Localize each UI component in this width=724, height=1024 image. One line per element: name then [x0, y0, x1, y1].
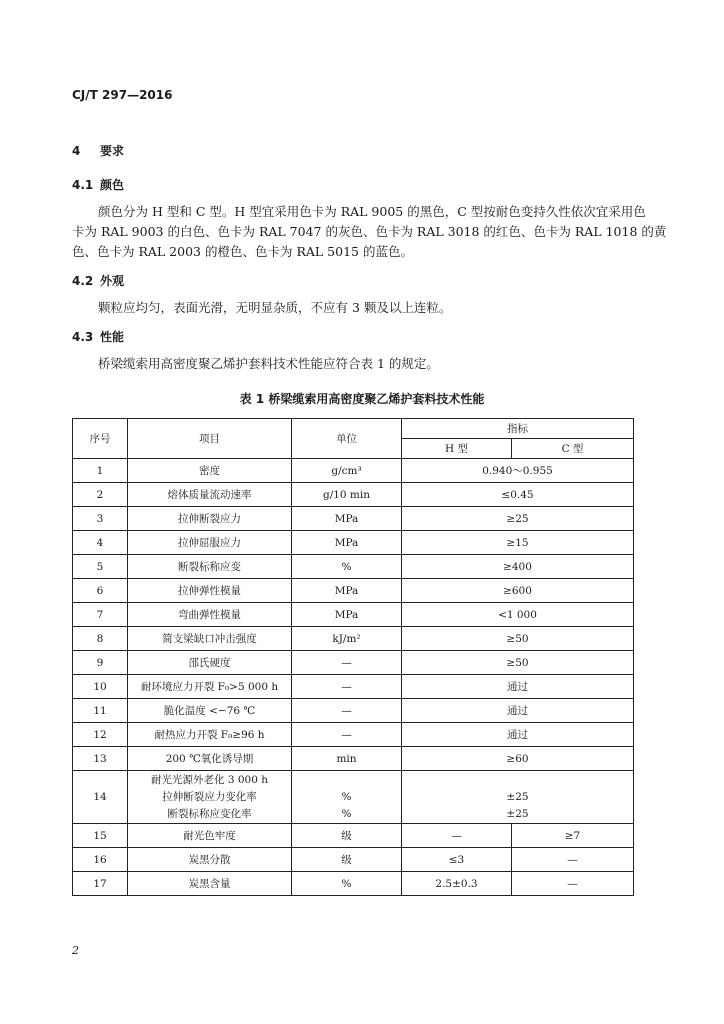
- row-no: 15: [73, 824, 128, 848]
- header-c-type: C 型: [512, 439, 634, 459]
- row-item: 200 ℃氧化诱导期: [128, 747, 292, 771]
- row-unit: —: [292, 699, 402, 723]
- row-no: 5: [73, 555, 128, 579]
- row-unit: [292, 771, 402, 824]
- row-no: 8: [73, 627, 128, 651]
- row-item: 炭黑分散: [128, 848, 292, 872]
- section-number: 4.1: [72, 178, 94, 192]
- table-row: [73, 507, 634, 531]
- section-number: 4.2: [72, 274, 94, 288]
- row-value: <1 000: [402, 603, 634, 627]
- row-no: 17: [73, 872, 128, 896]
- table-row: [73, 675, 634, 699]
- table-row: [73, 699, 634, 723]
- table-header-row: [73, 419, 634, 439]
- header-h-type: H 型: [402, 439, 512, 459]
- row-unit: %: [292, 872, 402, 896]
- table-row: [73, 555, 634, 579]
- row-item: 拉伸断裂应力: [128, 507, 292, 531]
- row-unit-line: %: [341, 807, 352, 820]
- section-4-3-heading: [72, 328, 124, 345]
- row-unit: —: [292, 675, 402, 699]
- table-row: [73, 771, 634, 824]
- performance-table: [72, 418, 634, 896]
- row-item: 简支梁缺口冲击强度: [128, 627, 292, 651]
- color-paragraph-line-2: 卡为 RAL 9003 的白色、色卡为 RAL 7047 的灰色、色卡为 RAL 3018 的红色、色卡为 RAL 1018 的黄: [72, 224, 667, 239]
- appearance-paragraph: 颗粒应均匀，表面光滑，无明显杂质，不应有 3 颗及以上连粒。: [98, 300, 452, 315]
- row-item: 耐环境应力开裂 F₀>5 000 h: [128, 675, 292, 699]
- section-4-2-heading: [72, 272, 124, 289]
- row-value: 通过: [402, 723, 634, 747]
- row-value-line: ±25: [506, 807, 529, 820]
- section-title: 性能: [100, 330, 125, 344]
- row-value: 0.940～0.955: [402, 459, 634, 483]
- row-no: 12: [73, 723, 128, 747]
- table-row: [73, 651, 634, 675]
- header-indicator: 指标: [402, 419, 634, 439]
- page-number: 2: [72, 944, 79, 957]
- row-c-value: ≥7: [512, 824, 634, 848]
- row-no: 4: [73, 531, 128, 555]
- color-paragraph-line-1: 颜色分为 H 型和 C 型。H 型宜采用色卡为 RAL 9005 的黑色，C 型按耐色变持久性依次宜采用色: [98, 204, 646, 219]
- row-h-value: —: [402, 824, 512, 848]
- table-caption: 表 1 桥梁缆索用高密度聚乙烯护套料技术性能: [239, 392, 485, 406]
- table-row: [73, 603, 634, 627]
- row-item: 耐热应力开裂 F₀≥96 h: [128, 723, 292, 747]
- table-row: [73, 848, 634, 872]
- table-row: [73, 459, 634, 483]
- table-row: [73, 747, 634, 771]
- section-number: 4.3: [72, 330, 94, 344]
- row-item: 密度: [128, 459, 292, 483]
- row-unit: %: [292, 555, 402, 579]
- row-value: ≥50: [402, 627, 634, 651]
- row-no: 6: [73, 579, 128, 603]
- row-value: ≥15: [402, 531, 634, 555]
- row-value: 通过: [402, 675, 634, 699]
- table-row: [73, 723, 634, 747]
- row-unit: kJ/m²: [292, 627, 402, 651]
- row-unit: min: [292, 747, 402, 771]
- row-value: ≥60: [402, 747, 634, 771]
- row-no: 14: [73, 771, 128, 824]
- row-item: 弯曲弹性模量: [128, 603, 292, 627]
- row-no: 1: [73, 459, 128, 483]
- table-row: [73, 627, 634, 651]
- row-no: 11: [73, 699, 128, 723]
- row-unit: —: [292, 651, 402, 675]
- row-item: [128, 771, 292, 824]
- row-item: 耐光色牢度: [128, 824, 292, 848]
- row-item: 熔体质量流动速率: [128, 483, 292, 507]
- section-title: 要求: [100, 144, 125, 158]
- row-unit: MPa: [292, 579, 402, 603]
- row-unit: 级: [292, 824, 402, 848]
- performance-paragraph: 桥梁缆索用高密度聚乙烯护套料技术性能应符合表 1 的规定。: [98, 356, 439, 371]
- row-item: 拉伸屈服应力: [128, 531, 292, 555]
- row-no: 2: [73, 483, 128, 507]
- section-title: 颜色: [100, 178, 125, 192]
- section-4-1-heading: [72, 176, 124, 193]
- row-unit-line: [292, 772, 401, 789]
- header-no: 序号: [73, 419, 128, 459]
- row-value: [402, 771, 634, 824]
- table-row: [73, 483, 634, 507]
- table-row: [73, 824, 634, 848]
- row-item: 断裂标称应变: [128, 555, 292, 579]
- row-value-line: [402, 772, 633, 789]
- row-item: 脆化温度 <−76 ℃: [128, 699, 292, 723]
- color-paragraph-line-3: 色、色卡为 RAL 2003 的橙色、色卡为 RAL 5015 的蓝色。: [72, 244, 413, 259]
- row-value: ≥400: [402, 555, 634, 579]
- row-unit: g/cm³: [292, 459, 402, 483]
- row-value: ≥25: [402, 507, 634, 531]
- row-no: 10: [73, 675, 128, 699]
- table-row: [73, 531, 634, 555]
- row-value: ≤0.45: [402, 483, 634, 507]
- section-title: 外观: [100, 274, 125, 288]
- row-value: ≥600: [402, 579, 634, 603]
- row-value-line: ±25: [506, 790, 529, 803]
- document-code: CJ/T 297—2016: [72, 88, 173, 102]
- row-item-line: 耐光光源外老化 3 000 h: [151, 773, 268, 786]
- row-no: 9: [73, 651, 128, 675]
- table-row: [73, 872, 634, 896]
- row-item-line: 断裂标称应变化率: [167, 807, 252, 820]
- row-value: ≥50: [402, 651, 634, 675]
- row-item-line: 拉伸断裂应力变化率: [162, 790, 257, 803]
- row-h-value: 2.5±0.3: [402, 872, 512, 896]
- table-row: [73, 579, 634, 603]
- row-value: 通过: [402, 699, 634, 723]
- row-c-value: —: [512, 872, 634, 896]
- row-unit: MPa: [292, 507, 402, 531]
- row-item: 邵氏硬度: [128, 651, 292, 675]
- row-item: 炭黑含量: [128, 872, 292, 896]
- row-item: 拉伸弹性模量: [128, 579, 292, 603]
- row-no: 3: [73, 507, 128, 531]
- row-c-value: —: [512, 848, 634, 872]
- header-item: 项目: [128, 419, 292, 459]
- row-unit: 级: [292, 848, 402, 872]
- row-unit: g/10 min: [292, 483, 402, 507]
- row-unit: MPa: [292, 603, 402, 627]
- row-unit-line: %: [341, 790, 352, 803]
- row-no: 13: [73, 747, 128, 771]
- section-4-heading: [72, 142, 124, 159]
- row-unit: MPa: [292, 531, 402, 555]
- row-no: 16: [73, 848, 128, 872]
- header-unit: 单位: [292, 419, 402, 459]
- row-h-value: ≤3: [402, 848, 512, 872]
- section-number: 4: [72, 144, 81, 158]
- row-unit: —: [292, 723, 402, 747]
- row-no: 7: [73, 603, 128, 627]
